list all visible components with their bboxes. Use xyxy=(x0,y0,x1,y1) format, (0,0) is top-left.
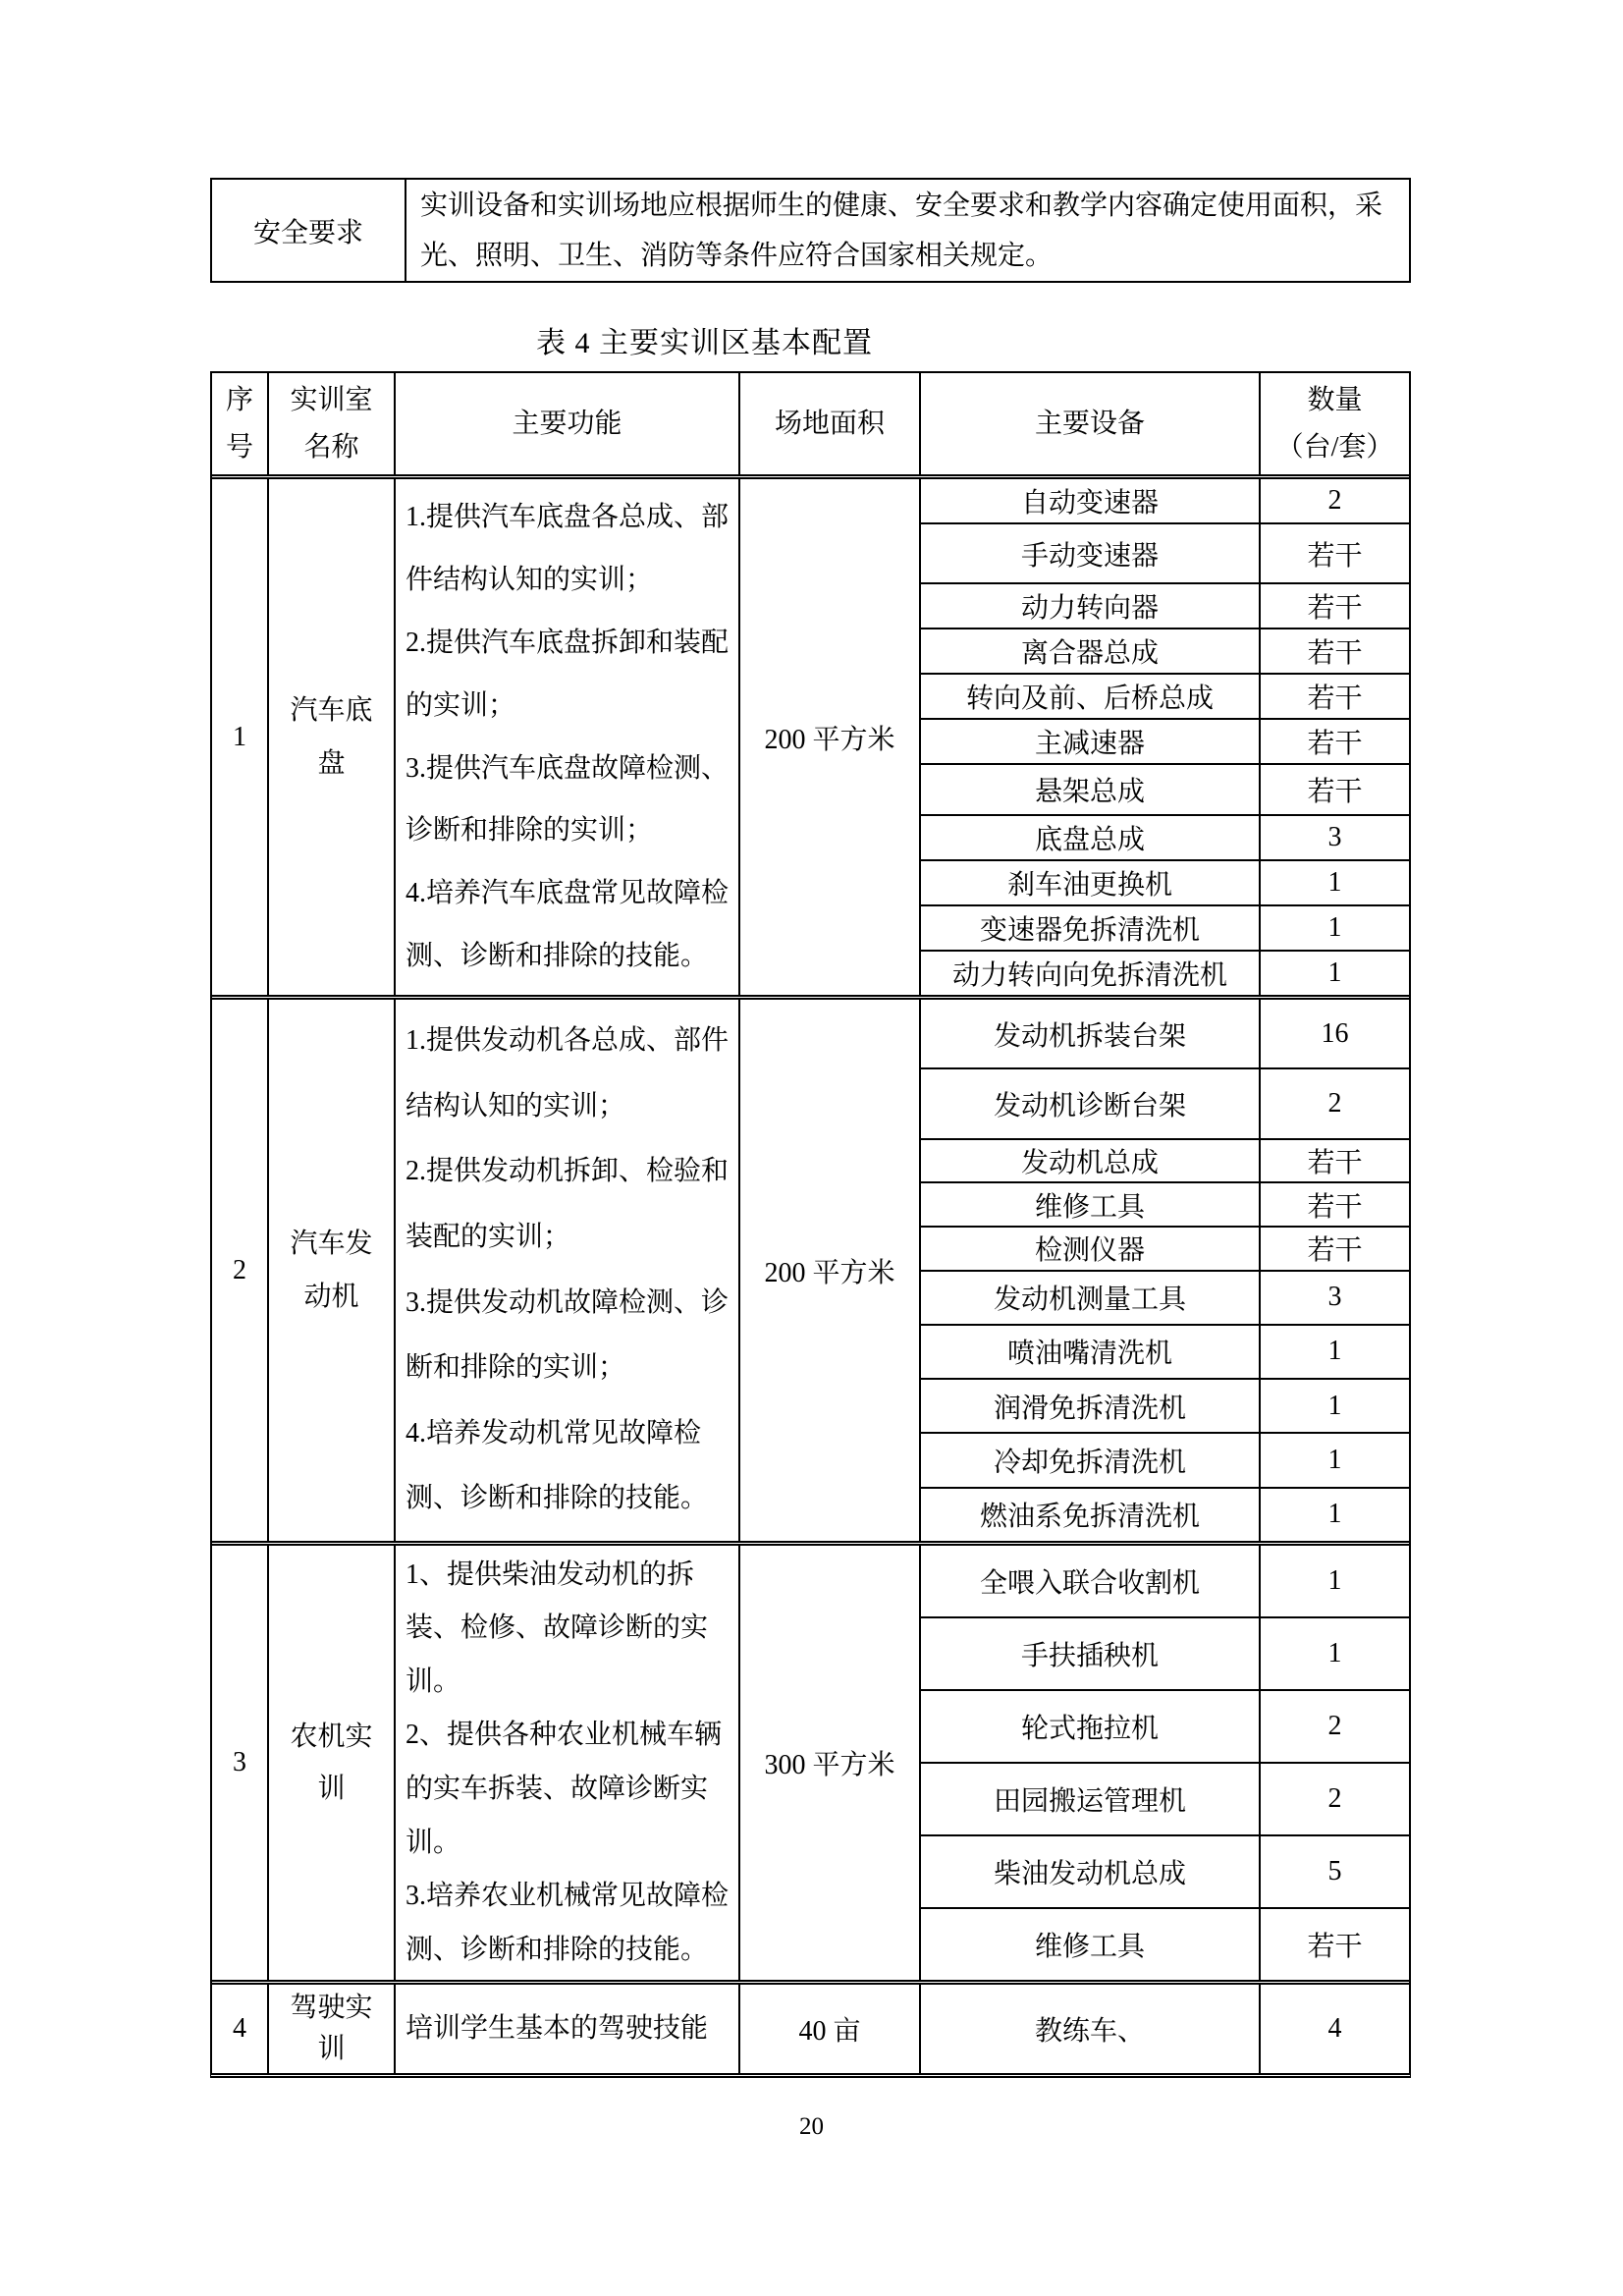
header-quantity-unit: （台/套） xyxy=(1275,431,1394,463)
equipment-row xyxy=(921,1228,1409,1272)
equipment-name: 自动变速器 xyxy=(921,479,1261,522)
equipment-name: 田园搬运管理机 xyxy=(921,1764,1261,1834)
equipment-row xyxy=(921,1546,1409,1618)
seq-cell: 4 xyxy=(212,1985,269,2073)
equipment-name: 轮式拖拉机 xyxy=(921,1691,1261,1762)
equipment-quantity: 若干 xyxy=(1307,1932,1363,1962)
function-item: 培训学生基本的驾驶技能 xyxy=(406,2013,709,2045)
equipment-quantity: 若干 xyxy=(1307,1235,1363,1267)
header-area: 场地面积 xyxy=(740,373,921,474)
equipment-row xyxy=(921,1183,1409,1228)
equipment-row xyxy=(921,1489,1409,1541)
equipment-stack xyxy=(921,1546,1409,1980)
equipment-quantity: 若干 xyxy=(1307,1191,1363,1223)
equipment-quantity: 2 xyxy=(1327,1087,1342,1119)
equipment-stack xyxy=(921,1985,1409,2073)
equipment-row xyxy=(921,1140,1409,1184)
equipment-name: 发动机拆装台架 xyxy=(921,1000,1261,1067)
equipment-quantity: 若干 xyxy=(1307,540,1363,572)
functions-cell xyxy=(396,1000,740,1541)
function-item: 3.提供发动机故障检测、诊断和排除的实训； xyxy=(406,1286,730,1384)
equipment-quantity: 1 xyxy=(1327,1499,1342,1530)
equipment-row xyxy=(921,952,1409,995)
equipment-row xyxy=(921,479,1409,524)
page-number: 20 xyxy=(799,2113,824,2140)
equipment-row xyxy=(921,765,1409,817)
equipment-quantity: 2 xyxy=(1327,1783,1342,1814)
equipment-row xyxy=(921,1069,1409,1139)
equipment-row xyxy=(921,1836,1409,1909)
equipment-quantity: 若干 xyxy=(1307,1147,1363,1178)
function-item: 3.提供汽车底盘故障检测、诊断和排除的实训； xyxy=(406,752,730,847)
header-room-name: 实训室名称 xyxy=(269,373,396,474)
equipment-row xyxy=(921,1272,1409,1326)
table-row xyxy=(212,1985,1409,2073)
table-row xyxy=(212,1000,1409,1546)
equipment-quantity: 1 xyxy=(1327,1445,1342,1476)
function-item: 1.提供发动机各总成、部件结构认知的实训； xyxy=(406,1025,730,1121)
room-name-cell: 驾驶实训 xyxy=(269,1985,396,2073)
safety-text: 实训设备和实训场地应根据师生的健康、安全要求和教学内容确定使用面积，采光、照明、卫生、消防等条件应符合国家相关规定。 xyxy=(420,190,1383,271)
equipment-quantity: 16 xyxy=(1321,1017,1349,1049)
equipment-row xyxy=(921,675,1409,720)
equipment-row xyxy=(921,1985,1409,2073)
equipment-row xyxy=(921,1618,1409,1691)
equipment-name: 刹车油更换机 xyxy=(921,861,1261,904)
equipment-quantity: 2 xyxy=(1327,1711,1342,1741)
equipment-quantity: 1 xyxy=(1327,912,1342,944)
equipment-name: 动力转向器 xyxy=(921,584,1261,628)
functions-cell xyxy=(396,1985,740,2073)
equipment-row xyxy=(921,1380,1409,1434)
header-quantity-label: 数量 xyxy=(1307,384,1363,415)
function-item: 2.提供发动机拆卸、检验和装配的实训； xyxy=(406,1156,730,1252)
main-table-body xyxy=(212,479,1409,2073)
equipment-quantity: 5 xyxy=(1327,1856,1342,1886)
equipment-name: 发动机诊断台架 xyxy=(921,1069,1261,1137)
equipment-name: 维修工具 xyxy=(921,1183,1261,1226)
equipment-name: 燃油系免拆清洗机 xyxy=(921,1489,1261,1541)
equipment-name: 润滑免拆清洗机 xyxy=(921,1380,1261,1432)
equipment-name: 转向及前、后桥总成 xyxy=(921,675,1261,718)
equipment-quantity: 1 xyxy=(1327,867,1342,899)
seq-cell: 2 xyxy=(212,1000,269,1541)
equipment-quantity: 2 xyxy=(1327,484,1342,516)
equipment-name: 悬架总成 xyxy=(921,765,1261,815)
equipment-name: 教练车、 xyxy=(921,1985,1261,2073)
table-row xyxy=(212,1546,1409,1985)
equipment-name: 发动机测量工具 xyxy=(921,1272,1261,1324)
equipment-name: 动力转向向免拆清洗机 xyxy=(921,952,1261,995)
equipment-row xyxy=(921,906,1409,952)
equipment-row xyxy=(921,629,1409,675)
equipment-quantity: 若干 xyxy=(1307,728,1363,759)
area-cell: 40 亩 xyxy=(740,1985,921,2073)
equipment-quantity: 4 xyxy=(1327,2013,1342,2044)
functions-cell xyxy=(396,1546,740,1980)
equipment-name: 主减速器 xyxy=(921,720,1261,763)
equipment-name: 柴油发动机总成 xyxy=(921,1836,1261,1907)
function-item: 1、提供柴油发动机的拆装、检修、故障诊断的实训。 xyxy=(406,1558,709,1697)
equipment-name: 离合器总成 xyxy=(921,629,1261,673)
equipment-row xyxy=(921,1909,1409,1980)
function-item: 2、提供各种农业机械车辆的实车拆装、故障诊断实训。 xyxy=(406,1720,723,1858)
equipment-quantity: 3 xyxy=(1327,1282,1342,1313)
equipment-row xyxy=(921,584,1409,629)
equipment-quantity: 若干 xyxy=(1307,683,1363,714)
function-item: 4.培养汽车底盘常见故障检测、诊断和排除的技能。 xyxy=(406,878,730,971)
equipment-quantity: 若干 xyxy=(1307,777,1363,808)
equipment-row xyxy=(921,1764,1409,1836)
seq-cell: 1 xyxy=(212,479,269,995)
room-name-cell: 汽车发动机 xyxy=(269,1000,396,1541)
safety-requirements-table xyxy=(210,178,1411,283)
table-row xyxy=(212,479,1409,1000)
training-area-table xyxy=(210,371,1411,2078)
safety-label: 安全要求 xyxy=(212,180,406,281)
function-item: 4.培养发动机常见故障检测、诊断和排除的技能。 xyxy=(406,1417,709,1514)
equipment-name: 底盘总成 xyxy=(921,816,1261,859)
seq-cell: 3 xyxy=(212,1546,269,1980)
table-caption: 表 4 主要实训区基本配置 xyxy=(536,327,873,359)
equipment-row xyxy=(921,720,1409,765)
equipment-row xyxy=(921,1434,1409,1488)
equipment-name: 冷却免拆清洗机 xyxy=(921,1434,1261,1486)
equipment-quantity: 3 xyxy=(1327,822,1342,853)
equipment-name: 喷油嘴清洗机 xyxy=(921,1326,1261,1378)
area-cell: 200 平方米 xyxy=(740,479,921,995)
function-item: 2.提供汽车底盘拆卸和装配的实训； xyxy=(406,627,730,721)
header-quantity xyxy=(1261,373,1409,474)
equipment-name: 全喂入联合收割机 xyxy=(921,1546,1261,1616)
equipment-name: 发动机总成 xyxy=(921,1140,1261,1182)
equipment-quantity: 1 xyxy=(1327,1390,1342,1421)
function-item: 1.提供汽车底盘各总成、部件结构认知的实训； xyxy=(406,502,730,596)
equipment-quantity: 1 xyxy=(1327,1638,1342,1668)
area-cell: 300 平方米 xyxy=(740,1546,921,1980)
table-header-row xyxy=(212,373,1409,479)
area-cell: 200 平方米 xyxy=(740,1000,921,1541)
equipment-quantity: 1 xyxy=(1327,957,1342,988)
equipment-name: 手动变速器 xyxy=(921,524,1261,582)
equipment-stack xyxy=(921,1000,1409,1541)
equipment-quantity: 1 xyxy=(1327,1336,1342,1367)
equipment-quantity: 1 xyxy=(1327,1565,1342,1596)
equipment-row xyxy=(921,861,1409,906)
function-item: 3.培养农业机械常见故障检测、诊断和排除的技能。 xyxy=(406,1881,730,1965)
equipment-name: 维修工具 xyxy=(921,1909,1261,1980)
equipment-row xyxy=(921,1691,1409,1764)
equipment-row xyxy=(921,1000,1409,1069)
equipment-name: 手扶插秧机 xyxy=(921,1618,1261,1689)
header-equipment: 主要设备 xyxy=(921,373,1261,474)
equipment-row xyxy=(921,1326,1409,1380)
equipment-row xyxy=(921,524,1409,584)
equipment-quantity: 若干 xyxy=(1307,593,1363,625)
room-name-cell: 农机实训 xyxy=(269,1546,396,1980)
header-functions: 主要功能 xyxy=(396,373,740,474)
equipment-name: 检测仪器 xyxy=(921,1228,1261,1270)
functions-cell xyxy=(396,479,740,995)
equipment-name: 变速器免拆清洗机 xyxy=(921,906,1261,950)
equipment-row xyxy=(921,816,1409,861)
room-name-cell: 汽车底盘 xyxy=(269,479,396,995)
header-seq: 序号 xyxy=(212,373,269,474)
equipment-stack xyxy=(921,479,1409,995)
equipment-quantity: 若干 xyxy=(1307,638,1363,670)
